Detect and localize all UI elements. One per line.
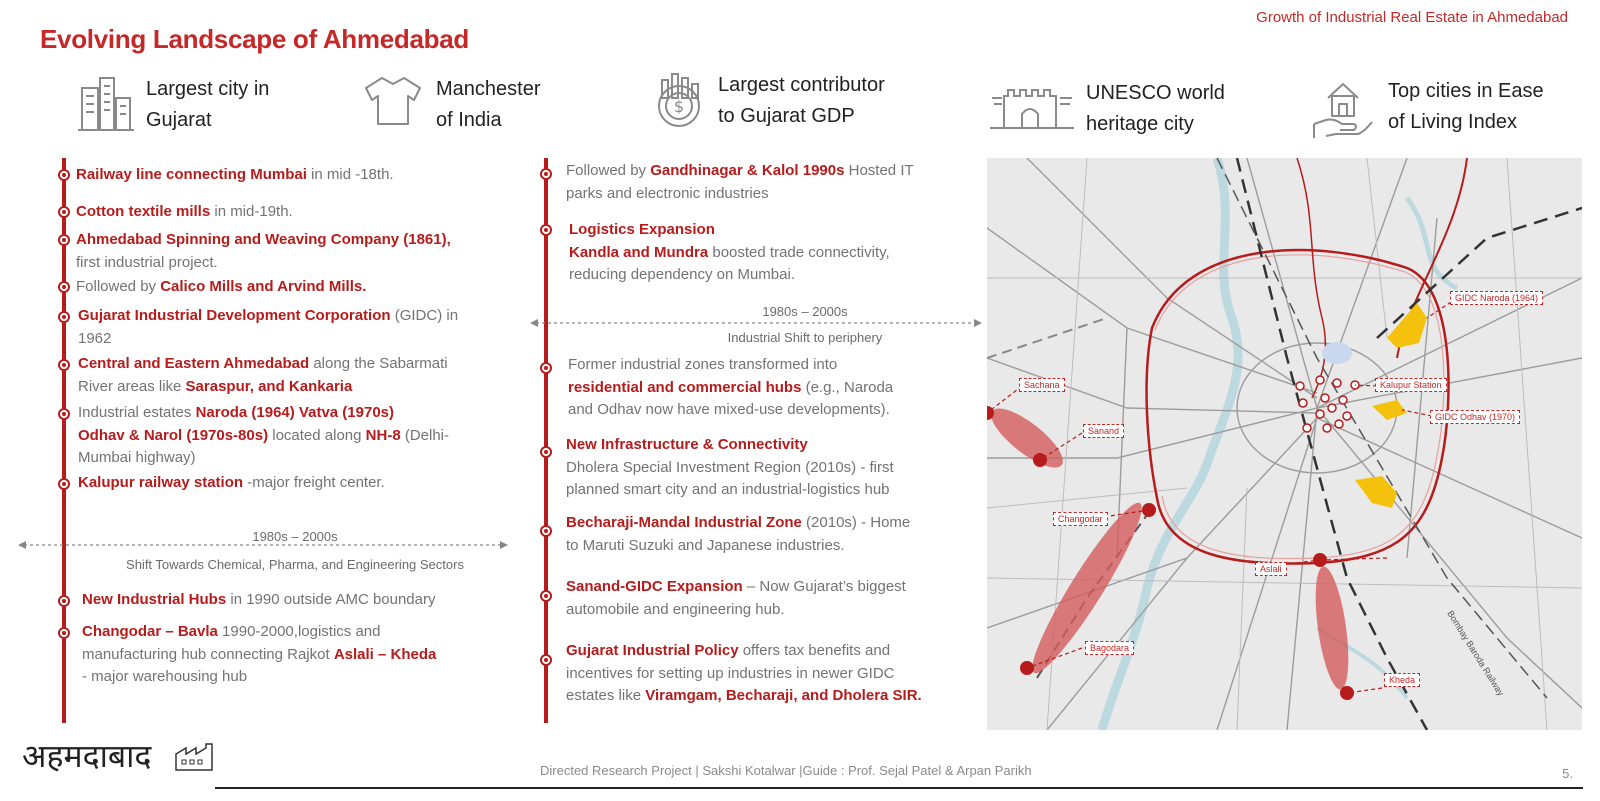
timeline-marker	[58, 478, 70, 490]
timeline-entry	[566, 160, 914, 205]
entry-highlight: Kandla and Mundra	[569, 243, 709, 261]
entry-text: River areas like	[78, 377, 186, 395]
entry-text: in mid-19th.	[210, 203, 293, 220]
timeline-entry	[78, 353, 448, 398]
highlight-unesco	[990, 78, 1225, 140]
map-label-bagodara: Bagodara	[1085, 641, 1134, 655]
entry-text: in mid -18th.	[306, 166, 394, 183]
map-canvas	[987, 158, 1582, 730]
highlight-line: Gujarat	[146, 109, 212, 131]
timeline-entry	[566, 576, 906, 621]
map-label-kheda: Kheda	[1384, 673, 1420, 687]
period-years: 1980s – 2000s	[762, 304, 848, 319]
timeline-entry	[566, 640, 922, 708]
highlight-manchester	[362, 74, 541, 136]
timeline-entry	[78, 472, 385, 495]
highlight-gdp	[652, 70, 885, 132]
entry-highlight: Kalupur railway station	[78, 474, 244, 491]
map-label-odhav: GIDC Odhav (1970)	[1430, 410, 1520, 424]
entry-highlight: Central and Eastern Ahmedabad	[78, 355, 310, 372]
entry-text: (GIDC) in	[390, 307, 459, 324]
entry-highlight: residential and commercial hubs	[568, 378, 802, 396]
document-section-title: Growth of Industrial Real Estate in Ahmedabad	[1256, 9, 1568, 26]
timeline-entry	[82, 621, 436, 689]
highlight-line: Top cities in Ease	[1388, 80, 1544, 102]
timeline-marker	[540, 168, 552, 180]
entry-text: 1962	[78, 329, 112, 347]
entry-text: manufacturing hub connecting Rajkot	[82, 645, 334, 663]
highlight-largest-city	[78, 74, 269, 136]
entry-highlight: NH-8	[365, 426, 401, 444]
map-label-sanand: Sanand	[1083, 424, 1124, 438]
timeline-entry	[76, 201, 293, 224]
period-caption: Shift Towards Chemical, Pharma, and Engineering Sectors	[126, 557, 464, 572]
timeline-entry	[76, 229, 451, 274]
entry-highlight: Changodar – Bavla	[82, 623, 218, 640]
entry-highlight: New Infrastructure & Connectivity	[566, 436, 808, 453]
timeline-marker	[540, 362, 552, 374]
timeline-marker	[58, 281, 70, 293]
entry-highlight: Gujarat Industrial Development Corporation	[78, 307, 391, 324]
entry-text: (e.g., Naroda	[801, 378, 894, 396]
factory-icon	[174, 742, 216, 772]
entry-highlight: Calico Mills and Arvind Mills.	[160, 278, 367, 295]
timeline-marker	[58, 408, 70, 420]
timeline-entry	[566, 434, 894, 502]
ahmedabad-industrial-map	[987, 158, 1582, 730]
entry-text: (Delhi-	[400, 426, 450, 444]
page-title: Evolving Landscape of Ahmedabad	[40, 24, 469, 54]
highlight-line: Manchester	[436, 78, 541, 100]
entry-text: Followed by	[566, 162, 651, 179]
entry-text: offers tax benefits and	[738, 642, 891, 659]
timeline-marker	[540, 590, 552, 602]
entry-highlight: Becharaji-Mandal Industrial Zone	[566, 514, 802, 531]
entry-highlight: Saraspur, and Kankaria	[185, 377, 353, 395]
entry-text: -major freight center.	[243, 474, 385, 491]
period-years: 1980s – 2000s	[252, 529, 338, 544]
timeline-marker	[58, 169, 70, 181]
timeline-marker	[540, 654, 552, 666]
entry-text: Former industrial zones transformed into	[568, 356, 838, 373]
entry-text: along the Sabarmati	[309, 355, 448, 372]
gdp-coin-chart-icon	[652, 70, 706, 130]
timeline-marker	[58, 595, 70, 607]
period-caption: Industrial Shift to periphery	[727, 330, 883, 345]
entry-highlight: Gujarat Industrial Policy	[566, 642, 739, 659]
highlight-line: of India	[436, 109, 502, 131]
highlight-line: Largest contributor	[718, 74, 885, 96]
entry-highlight: Logistics Expansion	[569, 221, 715, 238]
entry-text: automobile and engineering hub.	[566, 600, 785, 618]
entry-text: Industrial estates	[78, 404, 196, 421]
highlight-ease-of-living	[1310, 76, 1544, 142]
entry-highlight: Naroda (1964) Vatva (1970s)	[195, 404, 395, 421]
timeline-marker	[540, 224, 552, 236]
footer-credits: Directed Research Project | Sakshi Kotalwar |Guide : Prof. Sejal Patel & Arpan Parikh	[540, 763, 1032, 778]
entry-highlight: Odhav & Narol (1970s-80s)	[78, 426, 269, 444]
highlight-line: of Living Index	[1388, 111, 1517, 133]
entry-text: in 1990 outside AMC boundary	[226, 591, 436, 608]
entry-text: estates like	[566, 687, 646, 704]
entry-text: first industrial project.	[76, 253, 218, 271]
timeline-entry	[78, 402, 449, 470]
timeline-entry	[566, 512, 910, 557]
timeline-marker	[58, 311, 70, 323]
entry-text: 1990-2000,logistics and	[217, 623, 381, 640]
map-label-naroda: GIDC Naroda (1964)	[1450, 291, 1543, 305]
entry-text: parks and electronic industries	[566, 184, 769, 202]
entry-highlight: Sanand-GIDC Expansion	[566, 578, 743, 595]
timeline-entry	[82, 589, 436, 612]
house-in-hand-icon	[1310, 76, 1376, 142]
map-label-kalupur: Kalupur Station	[1375, 378, 1447, 392]
tshirt-icon	[362, 74, 424, 126]
timeline-marker	[58, 234, 70, 246]
timeline-entry	[76, 276, 366, 299]
entry-text: Followed by	[76, 278, 161, 295]
timeline-entry	[568, 354, 893, 422]
entry-highlight: Gandhinagar & Kalol 1990s	[650, 162, 845, 179]
svg-text:$: $	[673, 97, 685, 116]
timeline-marker	[58, 627, 70, 639]
entry-text: Mumbai highway)	[78, 449, 196, 466]
timeline-marker	[540, 446, 552, 458]
entry-text: Hosted IT	[844, 162, 914, 179]
entry-highlight: New Industrial Hubs	[82, 591, 227, 608]
entry-highlight: Aslali – Kheda	[333, 645, 437, 663]
ahmedabad-logo: अहमदाबाद	[22, 737, 152, 775]
map-railway-label: Bombay Baroda Railway	[1445, 608, 1507, 698]
highlight-line: to Gujarat GDP	[718, 105, 855, 127]
entry-text: (2010s) - Home	[801, 514, 911, 531]
entry-highlight: Railway line connecting Mumbai	[76, 166, 307, 183]
timeline-entry	[76, 164, 394, 187]
timeline-marker	[58, 359, 70, 371]
entry-text: Dholera Special Investment Region (2010s) - first	[566, 458, 894, 476]
map-label-changodar: Changodar	[1053, 512, 1108, 526]
timeline-entry	[569, 219, 890, 287]
entry-text: located along	[268, 426, 366, 444]
timeline-axis	[544, 158, 548, 723]
timeline-marker	[58, 206, 70, 218]
footer-divider	[215, 787, 1583, 789]
entry-text: incentives for setting up industries in newer GIDC	[566, 664, 895, 682]
entry-text: – Now Gujarat’s biggest	[742, 578, 906, 595]
entry-text: - major warehousing hub	[82, 668, 248, 685]
city-buildings-icon	[78, 74, 134, 132]
timeline-marker	[540, 525, 552, 537]
map-label-sachana: Sachana	[1019, 378, 1065, 392]
page-number: 5.	[1562, 766, 1573, 781]
entry-text: boosted trade connectivity,	[708, 243, 890, 261]
highlight-line: Largest city in	[146, 78, 270, 100]
timeline-entry	[78, 305, 458, 350]
entry-highlight: Cotton textile mills	[76, 203, 211, 220]
map-label-aslali: Aslali	[1255, 562, 1287, 576]
entry-highlight: Ahmedabad Spinning and Weaving Company (1861),	[76, 231, 451, 248]
heritage-fort-icon	[990, 78, 1074, 130]
entry-text: and Odhav now have mixed-use developments).	[568, 401, 890, 418]
highlight-line: UNESCO world	[1086, 82, 1225, 104]
entry-highlight: Viramgam, Becharaji, and Dholera SIR.	[645, 687, 922, 704]
entry-text: to Maruti Suzuki and Japanese industries.	[566, 536, 845, 554]
highlight-line: heritage city	[1086, 113, 1194, 135]
entry-text: reducing dependency on Mumbai.	[569, 266, 795, 283]
entry-text: planned smart city and an industrial-logistics hub	[566, 481, 890, 498]
